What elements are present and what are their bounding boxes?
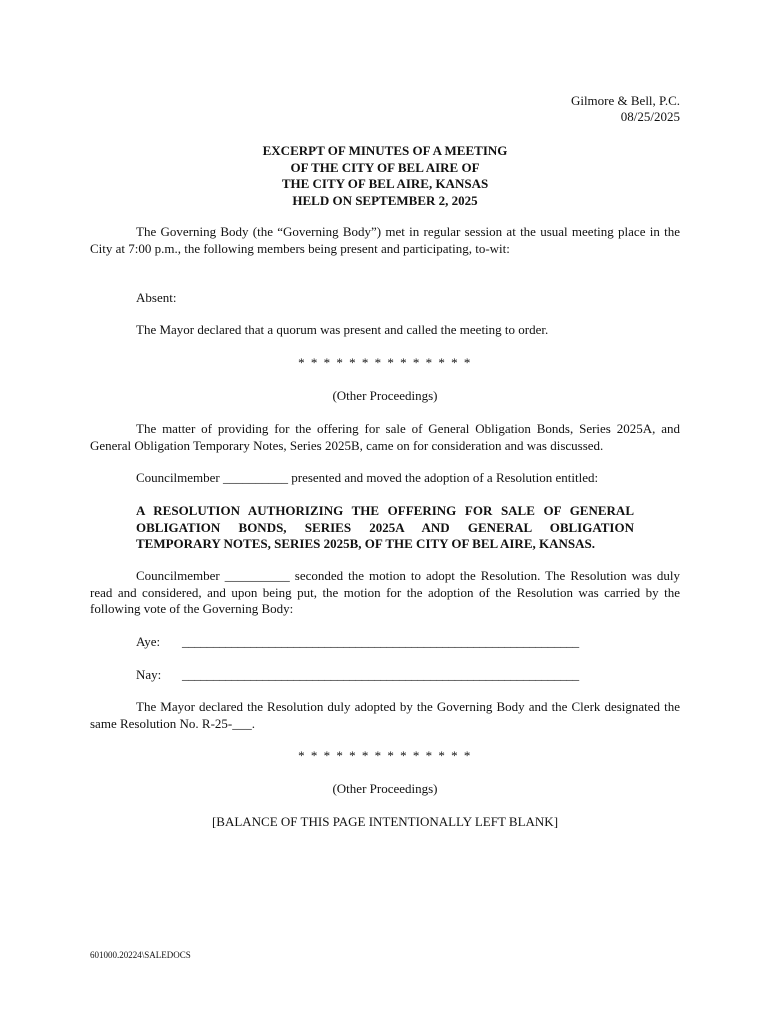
title-line-2: OF THE CITY OF BEL AIRE OF [290,159,480,175]
nay-blank-line: ________________________________________________________________ [182,667,579,682]
document-date: 08/25/2025 [620,109,680,124]
quorum-paragraph: The Mayor declared that a quorum was present and called the meeting to order. [136,322,549,337]
other-proceedings-1: (Other Proceedings) [332,388,438,403]
other-proceedings-2: (Other Proceedings) [332,781,438,796]
header-block [380,93,680,125]
intentionally-blank-notice: [BALANCE OF THIS PAGE INTENTIONALLY LEFT BLANK] [211,814,559,829]
seconded-paragraph: Councilmember __________ seconded the motion to adopt the Resolution. The Resolution was duly read and considered, and upon being put, the motion for the adoption of the Resolution was carried by the following vote of the Governing Body: [90,568,680,616]
declared-paragraph: The Mayor declared the Resolution duly adopted by the Governing Body and the Clerk designated the same Resolution No. R-25-___. [90,699,680,731]
firm-name: Gilmore & Bell, P.C. [570,93,680,108]
resolution-title-line-2: OBLIGATION BONDS, SERIES 2025A AND GENERAL OBLIGATION [136,519,634,535]
resolution-title-line-1: A RESOLUTION AUTHORIZING THE OFFERING FOR SALE OF GENERAL [136,503,634,518]
matter-paragraph: The matter of providing for the offering for sale of General Obligation Bonds, Series 2025A, and General Obligation Temporary Notes, Series 2025B, came on for consideration and was discussed. [90,421,680,453]
title-line-1: EXCERPT OF MINUTES OF A MEETING [262,143,508,158]
section-divider-2: * * * * * * * * * * * * * * [298,748,472,763]
intro-paragraph: The Governing Body (the “Governing Body”) met in regular session at the usual meeting place in the City at 7:00 p.m., the following members being present and participating, to-wit: [90,224,680,256]
title-line-3: THE CITY OF BEL AIRE, KANSAS [281,176,489,191]
document-title [90,143,680,209]
title-line-4: HELD ON SEPTEMBER 2, 2025 [292,192,478,208]
resolution-title [136,503,634,553]
nay-label: Nay: [136,667,162,682]
resolution-title-line-3: TEMPORARY NOTES, SERIES 2025B, OF THE CITY OF BEL AIRE, KANSAS. [136,536,595,551]
aye-blank-line: ________________________________________________________________ [182,634,579,649]
presented-paragraph: Councilmember __________ presented and moved the adoption of a Resolution entitled: [136,470,599,485]
aye-label: Aye: [136,634,161,649]
absent-line: Absent: [136,290,177,305]
footer-doc-id: 601000.20224\SALEDOCS [90,950,191,960]
section-divider: * * * * * * * * * * * * * * [298,355,472,370]
